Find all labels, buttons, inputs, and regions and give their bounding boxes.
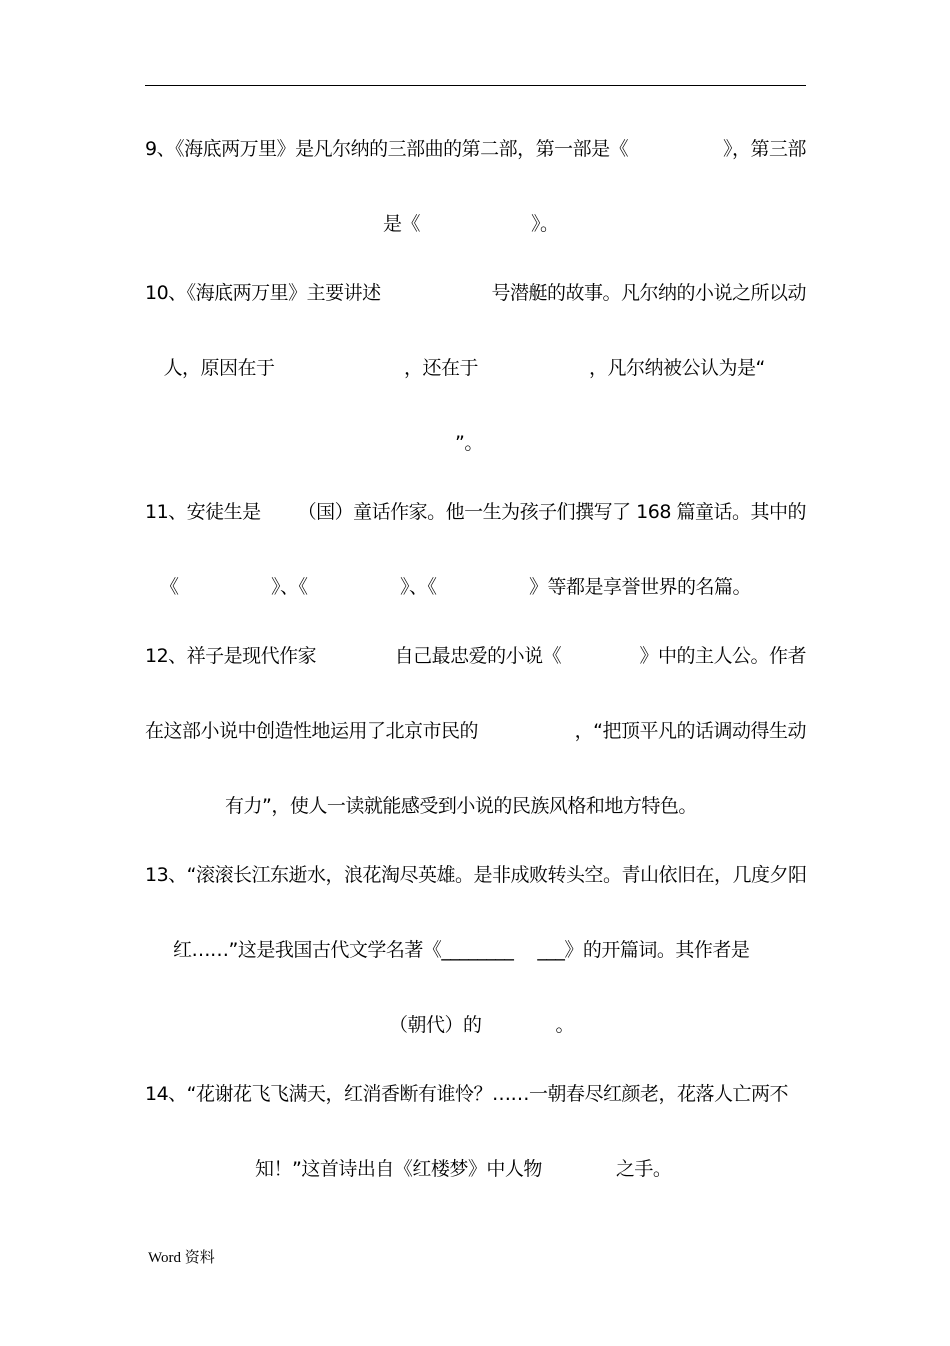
question-9-line-1 <box>145 134 806 164</box>
question-13-line-2: 红……”这是我国古代文学名著《________ ___》的开篇词。其作者是 <box>173 939 750 961</box>
q12-text-a: 12、祥子是现代作家 <box>145 645 317 667</box>
q11-text-b: （国）童话作家。他一生为孩子们撰写了 168 篇童话。其中的 <box>297 501 806 523</box>
q12-text-e: ，“把顶平凡的话调动得生动 <box>574 720 806 742</box>
question-10-line-1 <box>145 278 806 308</box>
footer-label: Word 资料 <box>148 1250 215 1266</box>
question-13-line-1 <box>145 860 806 890</box>
question-11-line-1 <box>145 497 806 527</box>
question-14-line-2: 知！”这首诗出自《红楼梦》中人物 之手。 <box>255 1158 672 1180</box>
q14-text-a: 14、“花谢花飞飞满天，红消香断有谁怜？……一朝春尽红颜老，花落人亡两不 <box>145 1083 789 1105</box>
q11-text-a: 11、安徒生是 <box>145 501 261 523</box>
q9-text-a: 9、《海底两万里》是凡尔纳的三部曲的第二部，第一部是《 <box>145 138 629 160</box>
question-12-line-1 <box>145 641 806 671</box>
q12-text-b: 自己最忠爱的小说《 <box>394 645 562 667</box>
header-rule <box>145 85 806 86</box>
q12-text-c: 》中的主人公。作者 <box>639 645 806 667</box>
question-10-line-2: 人，原因在于 ，还在于 ，凡尔纳被公认为是“ <box>145 357 765 379</box>
question-10-line-3: ”。 <box>455 432 483 454</box>
q9-text-b: 》，第三部 <box>722 138 806 160</box>
q13-text-a: 13、“滚滚长江东逝水，浪花淘尽英雄。是非成败转头空。青山依旧在，几度夕阳 <box>145 864 807 886</box>
question-12-line-2 <box>145 716 806 746</box>
question-11-line-2: 《 》、《 》、《 》等都是享誉世界的名篇。 <box>160 576 752 598</box>
q12-text-d: 在这部小说中创造性地运用了北京市民的 <box>145 720 479 742</box>
q10-text-b: 号潜艇的故事。凡尔纳的小说之所以动 <box>491 282 806 304</box>
question-12-line-3: 有力”，使人一读就能感受到小说的民族风格和地方特色。 <box>225 795 697 817</box>
question-13-line-3: （朝代）的 。 <box>389 1014 575 1036</box>
question-14-line-1 <box>145 1079 806 1109</box>
q10-text-a: 10、《海底两万里》主要讲述 <box>145 282 381 304</box>
question-9-line-2: 是《 》。 <box>383 213 559 235</box>
